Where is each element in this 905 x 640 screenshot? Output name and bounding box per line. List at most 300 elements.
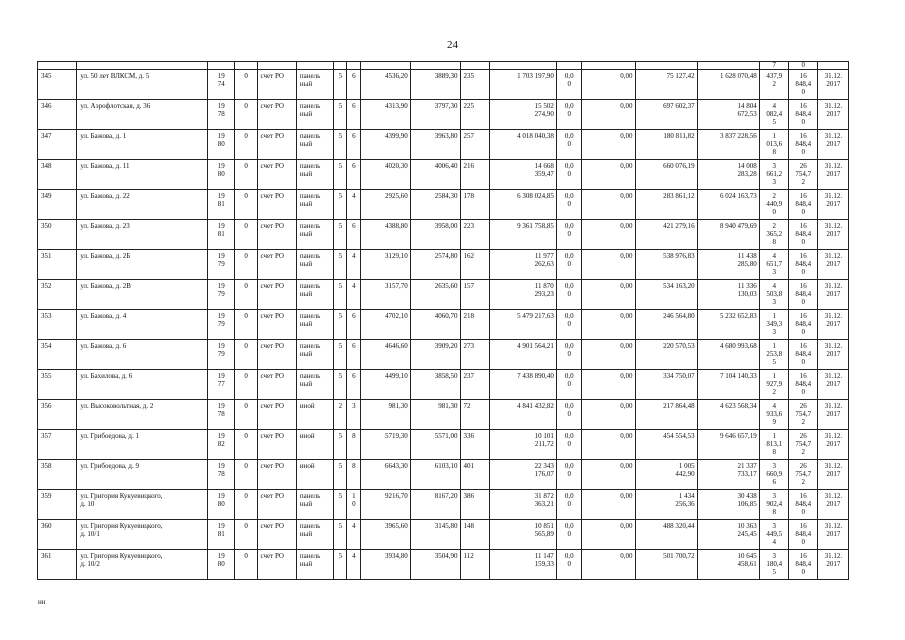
cell-col-15: 11 336 130,03 — [697, 280, 759, 310]
cell-total-cost: 7 438 890,40 — [489, 370, 556, 400]
cell-total-cost: 22 343 176,07 — [489, 460, 556, 490]
cell-entrances: 6 — [346, 160, 361, 190]
cell-address: ул. Бажова, д. 1 — [77, 130, 208, 160]
cell-col-17: 16 848,4 0 — [788, 490, 817, 520]
cell-entrances: 1 0 — [346, 490, 361, 520]
cell-col-14: 75 127,42 — [635, 70, 697, 100]
cell-col-14: 217 864,48 — [635, 400, 697, 430]
cell-build-year: 19 80 — [207, 130, 234, 160]
cell-floors: 5 — [334, 460, 346, 490]
cell-address: ул. Бажова, д. 6 — [77, 340, 208, 370]
cell-col-16: 2 440,9 0 — [759, 190, 788, 220]
cell-col-16: 7 — [759, 62, 788, 70]
cell-col-12: 0,0 0 — [556, 280, 581, 310]
table-row-continued — [38, 62, 849, 70]
cell-col-13: 0,00 — [581, 370, 635, 400]
cell-row-number: 345 — [38, 70, 77, 100]
cell-col-16: 3 449,5 4 — [759, 520, 788, 550]
cell-col-14 — [635, 62, 697, 70]
cell-residents: 162 — [460, 250, 489, 280]
cell-floors: 5 — [334, 280, 346, 310]
cell-row-number: 353 — [38, 310, 77, 340]
cell-entrances: 4 — [346, 550, 361, 580]
cell-col-17: 16 848,4 0 — [788, 280, 817, 310]
cell-col-17: 16 848,4 0 — [788, 310, 817, 340]
cell-account-type: счет РО — [257, 490, 296, 520]
cell-col-12: 0,0 0 — [556, 70, 581, 100]
cell-col-13: 0,00 — [581, 550, 635, 580]
cell-col-16: 1 349,3 3 — [759, 310, 788, 340]
table-row — [38, 490, 849, 520]
cell-col-12: 0,0 0 — [556, 550, 581, 580]
cell-living-area — [410, 62, 460, 70]
cell-col-17: 16 848,4 0 — [788, 340, 817, 370]
cell-entrances: 8 — [346, 460, 361, 490]
cell-floors: 5 — [334, 220, 346, 250]
cell-total-cost: 1 703 197,90 — [489, 70, 556, 100]
cell-build-year: 19 80 — [207, 490, 234, 520]
cell-entrances — [346, 62, 361, 70]
cell-entrances: 4 — [346, 520, 361, 550]
cell-address: ул. Григория Кукуевицкого, д. 10 — [77, 490, 208, 520]
cell-col-17: 16 848,4 0 — [788, 550, 817, 580]
cell-completion-date: 31.12. 2017 — [817, 130, 848, 160]
cell-col-14: 538 976,83 — [635, 250, 697, 280]
table-row — [38, 130, 849, 160]
cell-total-area: 3129,10 — [361, 250, 411, 280]
cell-living-area: 3504,90 — [410, 550, 460, 580]
cell-wall-material: панель ный — [296, 160, 333, 190]
cell-address: ул. Бажова, д. 11 — [77, 160, 208, 190]
cell-col-15: 1 628 070,48 — [697, 70, 759, 100]
cell-residents — [460, 62, 489, 70]
cell-floors: 2 — [334, 400, 346, 430]
cell-build-year — [207, 62, 234, 70]
cell-floors: 5 — [334, 430, 346, 460]
cell-account-type: счет РО — [257, 70, 296, 100]
cell-col-14: 534 163,20 — [635, 280, 697, 310]
cell-living-area: 3145,80 — [410, 520, 460, 550]
table-row — [38, 400, 849, 430]
cell-col-17: 16 848,4 0 — [788, 190, 817, 220]
cell-completion-date: 31.12. 2017 — [817, 430, 848, 460]
cell-floors: 5 — [334, 520, 346, 550]
cell-account-type — [257, 62, 296, 70]
cell-entrances: 4 — [346, 280, 361, 310]
cell-col-13: 0,00 — [581, 70, 635, 100]
cell-residents: 178 — [460, 190, 489, 220]
cell-total-area: 6643,30 — [361, 460, 411, 490]
cell-completion-date: 31.12. 2017 — [817, 490, 848, 520]
cell-completion-date: 31.12. 2017 — [817, 70, 848, 100]
cell-completion-date: 31.12. 2017 — [817, 160, 848, 190]
cell-address: ул. Бажова, д. 4 — [77, 310, 208, 340]
cell-address: ул. Грибоедова, д. 9 — [77, 460, 208, 490]
cell-total-area: 4020,30 — [361, 160, 411, 190]
cell-entrances: 6 — [346, 70, 361, 100]
cell-living-area: 8167,20 — [410, 490, 460, 520]
cell-completion-date — [817, 62, 848, 70]
cell-col-17: 26 754,7 2 — [788, 460, 817, 490]
cell-residents: 148 — [460, 520, 489, 550]
cell-living-area: 2635,60 — [410, 280, 460, 310]
cell-col-12: 0,0 0 — [556, 400, 581, 430]
cell-entrances: 4 — [346, 190, 361, 220]
cell-floors: 5 — [334, 370, 346, 400]
cell-total-area: 4388,80 — [361, 220, 411, 250]
cell-build-year: 19 79 — [207, 340, 234, 370]
cell-col-3: 0 — [234, 190, 257, 220]
cell-residents: 112 — [460, 550, 489, 580]
cell-row-number: 352 — [38, 280, 77, 310]
cell-total-area: 3157,70 — [361, 280, 411, 310]
cell-col-15: 7 104 140,33 — [697, 370, 759, 400]
footer-note: нн — [38, 598, 46, 606]
cell-build-year: 19 79 — [207, 280, 234, 310]
cell-col-16: 3 180,4 5 — [759, 550, 788, 580]
cell-col-15: 14 008 283,28 — [697, 160, 759, 190]
cell-address: ул. Бажова, д. 22 — [77, 190, 208, 220]
cell-floors: 5 — [334, 490, 346, 520]
cell-col-3: 0 — [234, 490, 257, 520]
cell-residents: 225 — [460, 100, 489, 130]
cell-col-15: 5 232 652,83 — [697, 310, 759, 340]
cell-col-17: 16 848,4 0 — [788, 70, 817, 100]
cell-col-17: 16 848,4 0 — [788, 220, 817, 250]
cell-residents: 157 — [460, 280, 489, 310]
cell-col-3: 0 — [234, 310, 257, 340]
cell-wall-material: иной — [296, 430, 333, 460]
cell-col-12: 0,0 0 — [556, 490, 581, 520]
cell-wall-material: иной — [296, 460, 333, 490]
cell-col-3: 0 — [234, 460, 257, 490]
cell-account-type: счет РО — [257, 310, 296, 340]
cell-col-13: 0,00 — [581, 340, 635, 370]
cell-col-12: 0,0 0 — [556, 130, 581, 160]
cell-total-area: 5719,30 — [361, 430, 411, 460]
cell-residents: 216 — [460, 160, 489, 190]
cell-total-cost: 4 901 564,21 — [489, 340, 556, 370]
table-row — [38, 460, 849, 490]
cell-build-year: 19 79 — [207, 250, 234, 280]
cell-account-type: счет РО — [257, 400, 296, 430]
cell-residents: 223 — [460, 220, 489, 250]
cell-col-13: 0,00 — [581, 310, 635, 340]
cell-completion-date: 31.12. 2017 — [817, 310, 848, 340]
cell-col-13: 0,00 — [581, 400, 635, 430]
cell-address — [77, 62, 208, 70]
table-row — [38, 220, 849, 250]
cell-col-3: 0 — [234, 250, 257, 280]
table-row — [38, 280, 849, 310]
cell-col-3: 0 — [234, 430, 257, 460]
cell-entrances: 3 — [346, 400, 361, 430]
cell-row-number: 350 — [38, 220, 77, 250]
cell-col-17: 26 754,7 2 — [788, 430, 817, 460]
cell-total-cost: 11 977 262,63 — [489, 250, 556, 280]
cell-build-year: 19 81 — [207, 520, 234, 550]
cell-total-cost: 11 870 293,23 — [489, 280, 556, 310]
cell-wall-material: панель ный — [296, 490, 333, 520]
cell-row-number: 355 — [38, 370, 77, 400]
cell-total-area: 981,30 — [361, 400, 411, 430]
cell-col-15: 9 646 657,19 — [697, 430, 759, 460]
cell-address: ул. Грибоедова, д. 1 — [77, 430, 208, 460]
cell-completion-date: 31.12. 2017 — [817, 220, 848, 250]
cell-col-16: 4 503,8 3 — [759, 280, 788, 310]
cell-col-16: 3 661,2 3 — [759, 160, 788, 190]
cell-address: ул. Григория Кукуевицкого, д. 10/1 — [77, 520, 208, 550]
cell-wall-material: иной — [296, 400, 333, 430]
cell-living-area: 6103,10 — [410, 460, 460, 490]
cell-total-cost: 14 668 359,47 — [489, 160, 556, 190]
cell-col-17: 16 848,4 0 — [788, 100, 817, 130]
cell-col-17: 16 848,4 0 — [788, 520, 817, 550]
cell-col-12: 0,0 0 — [556, 160, 581, 190]
cell-col-13: 0,00 — [581, 430, 635, 460]
cell-account-type: счет РО — [257, 340, 296, 370]
cell-completion-date: 31.12. 2017 — [817, 280, 848, 310]
cell-account-type: счет РО — [257, 430, 296, 460]
cell-col-12: 0,0 0 — [556, 220, 581, 250]
cell-residents: 336 — [460, 430, 489, 460]
cell-row-number: 348 — [38, 160, 77, 190]
cell-wall-material: панель ный — [296, 520, 333, 550]
housing-registry-table — [37, 61, 849, 580]
cell-residents: 72 — [460, 400, 489, 430]
cell-address: ул. Бажова, д. 23 — [77, 220, 208, 250]
cell-col-3: 0 — [234, 100, 257, 130]
table-row — [38, 340, 849, 370]
cell-residents: 257 — [460, 130, 489, 160]
cell-col-3: 0 — [234, 400, 257, 430]
cell-wall-material: панель ный — [296, 340, 333, 370]
cell-completion-date: 31.12. 2017 — [817, 250, 848, 280]
cell-floors: 5 — [334, 250, 346, 280]
cell-row-number: 360 — [38, 520, 77, 550]
cell-row-number: 346 — [38, 100, 77, 130]
cell-entrances: 6 — [346, 100, 361, 130]
cell-col-17: 26 754,7 2 — [788, 160, 817, 190]
cell-col-14: 180 811,82 — [635, 130, 697, 160]
cell-col-14: 283 861,12 — [635, 190, 697, 220]
cell-build-year: 19 80 — [207, 160, 234, 190]
cell-build-year: 19 78 — [207, 400, 234, 430]
cell-row-number: 347 — [38, 130, 77, 160]
cell-total-area: 4499,10 — [361, 370, 411, 400]
cell-floors: 5 — [334, 310, 346, 340]
cell-living-area: 2574,80 — [410, 250, 460, 280]
cell-col-16: 3 902,4 8 — [759, 490, 788, 520]
cell-col-15: 14 804 672,53 — [697, 100, 759, 130]
cell-col-13: 0,00 — [581, 160, 635, 190]
cell-build-year: 19 81 — [207, 190, 234, 220]
table-row — [38, 520, 849, 550]
cell-total-area: 9216,70 — [361, 490, 411, 520]
cell-wall-material: панель ный — [296, 250, 333, 280]
cell-col-15: 6 024 163,73 — [697, 190, 759, 220]
table-row — [38, 190, 849, 220]
cell-wall-material: панель ный — [296, 310, 333, 340]
cell-total-cost — [489, 62, 556, 70]
cell-col-13: 0,00 — [581, 220, 635, 250]
cell-col-12: 0,0 0 — [556, 340, 581, 370]
cell-wall-material: панель ный — [296, 550, 333, 580]
cell-col-16: 437,9 2 — [759, 70, 788, 100]
cell-col-13: 0,00 — [581, 490, 635, 520]
cell-col-3: 0 — [234, 520, 257, 550]
cell-living-area: 3797,30 — [410, 100, 460, 130]
cell-address: ул. Бажова, д. 2Б — [77, 250, 208, 280]
cell-col-15: 3 837 228,56 — [697, 130, 759, 160]
cell-residents: 218 — [460, 310, 489, 340]
cell-wall-material: панель ный — [296, 190, 333, 220]
cell-living-area: 2584,30 — [410, 190, 460, 220]
cell-floors: 5 — [334, 70, 346, 100]
cell-build-year: 19 74 — [207, 70, 234, 100]
cell-address: ул. Аэрофлотская, д. 36 — [77, 100, 208, 130]
cell-completion-date: 31.12. 2017 — [817, 400, 848, 430]
cell-floors: 5 — [334, 190, 346, 220]
cell-wall-material: панель ный — [296, 130, 333, 160]
cell-col-17: 16 848,4 0 — [788, 250, 817, 280]
cell-col-16: 1 813,1 8 — [759, 430, 788, 460]
cell-col-15: 10 645 458,61 — [697, 550, 759, 580]
table-row — [38, 430, 849, 460]
cell-account-type: счет РО — [257, 250, 296, 280]
cell-residents: 386 — [460, 490, 489, 520]
cell-col-17: 16 848,4 0 — [788, 370, 817, 400]
cell-address: ул. Высоковольтная, д. 2 — [77, 400, 208, 430]
cell-build-year: 19 80 — [207, 550, 234, 580]
cell-build-year: 19 81 — [207, 220, 234, 250]
cell-entrances: 4 — [346, 250, 361, 280]
cell-total-cost: 31 872 363,21 — [489, 490, 556, 520]
cell-col-13 — [581, 62, 635, 70]
cell-account-type: счет РО — [257, 370, 296, 400]
cell-col-14: 660 076,19 — [635, 160, 697, 190]
cell-total-cost: 4 018 040,38 — [489, 130, 556, 160]
cell-row-number: 358 — [38, 460, 77, 490]
cell-total-cost: 15 502 274,90 — [489, 100, 556, 130]
cell-total-cost: 10 851 565,89 — [489, 520, 556, 550]
table-row — [38, 250, 849, 280]
cell-col-14: 220 570,53 — [635, 340, 697, 370]
cell-build-year: 19 77 — [207, 370, 234, 400]
cell-col-17: 0 — [788, 62, 817, 70]
table-row — [38, 370, 849, 400]
cell-col-13: 0,00 — [581, 520, 635, 550]
cell-residents: 235 — [460, 70, 489, 100]
cell-col-12: 0,0 0 — [556, 430, 581, 460]
cell-row-number: 356 — [38, 400, 77, 430]
cell-living-area: 4006,40 — [410, 160, 460, 190]
cell-row-number: 354 — [38, 340, 77, 370]
table-row — [38, 100, 849, 130]
cell-entrances: 8 — [346, 430, 361, 460]
cell-account-type: счет РО — [257, 460, 296, 490]
cell-col-12: 0,0 0 — [556, 310, 581, 340]
cell-col-12: 0,0 0 — [556, 190, 581, 220]
cell-col-14: 1 434 256,36 — [635, 490, 697, 520]
cell-col-17: 26 754,7 2 — [788, 400, 817, 430]
cell-living-area: 3889,30 — [410, 70, 460, 100]
cell-col-3: 0 — [234, 370, 257, 400]
cell-col-12: 0,0 0 — [556, 370, 581, 400]
cell-build-year: 19 79 — [207, 310, 234, 340]
cell-total-cost: 5 479 217,63 — [489, 310, 556, 340]
cell-col-13: 0,00 — [581, 190, 635, 220]
cell-col-16: 1 253,8 5 — [759, 340, 788, 370]
cell-col-13: 0,00 — [581, 460, 635, 490]
cell-col-14: 1 005 442,90 — [635, 460, 697, 490]
cell-account-type: счет РО — [257, 160, 296, 190]
cell-row-number: 349 — [38, 190, 77, 220]
cell-living-area: 981,30 — [410, 400, 460, 430]
cell-col-14: 488 320,44 — [635, 520, 697, 550]
cell-col-16: 4 933,6 9 — [759, 400, 788, 430]
cell-wall-material: панель ный — [296, 70, 333, 100]
table-row — [38, 160, 849, 190]
cell-col-14: 697 602,37 — [635, 100, 697, 130]
cell-account-type: счет РО — [257, 190, 296, 220]
cell-col-15: 21 337 733,17 — [697, 460, 759, 490]
cell-col-14: 454 554,53 — [635, 430, 697, 460]
cell-wall-material — [296, 62, 333, 70]
cell-row-number: 351 — [38, 250, 77, 280]
table-row — [38, 550, 849, 580]
cell-col-15: 10 363 245,45 — [697, 520, 759, 550]
cell-build-year: 19 78 — [207, 100, 234, 130]
cell-row-number: 361 — [38, 550, 77, 580]
cell-floors: 5 — [334, 100, 346, 130]
cell-col-15: 8 940 479,69 — [697, 220, 759, 250]
cell-total-area: 4536,20 — [361, 70, 411, 100]
cell-address: ул. Бажова, д. 2В — [77, 280, 208, 310]
cell-row-number: 357 — [38, 430, 77, 460]
cell-col-14: 334 750,07 — [635, 370, 697, 400]
cell-col-13: 0,00 — [581, 100, 635, 130]
cell-floors: 5 — [334, 130, 346, 160]
cell-total-cost: 9 361 758,85 — [489, 220, 556, 250]
cell-col-16: 3 660,9 6 — [759, 460, 788, 490]
cell-floors: 5 — [334, 340, 346, 370]
cell-col-3: 0 — [234, 160, 257, 190]
cell-col-15: 30 438 106,85 — [697, 490, 759, 520]
cell-account-type: счет РО — [257, 520, 296, 550]
cell-living-area: 5571,00 — [410, 430, 460, 460]
cell-col-3: 0 — [234, 130, 257, 160]
cell-col-16: 2 365,2 8 — [759, 220, 788, 250]
cell-col-15: 4 680 993,68 — [697, 340, 759, 370]
cell-living-area: 3858,50 — [410, 370, 460, 400]
cell-address: ул. Бахилова, д. 6 — [77, 370, 208, 400]
cell-col-17: 16 848,4 0 — [788, 130, 817, 160]
cell-residents: 237 — [460, 370, 489, 400]
cell-total-cost: 4 841 432,82 — [489, 400, 556, 430]
cell-account-type: счет РО — [257, 220, 296, 250]
cell-col-13: 0,00 — [581, 280, 635, 310]
cell-col-15 — [697, 62, 759, 70]
cell-floors: 5 — [334, 160, 346, 190]
cell-completion-date: 31.12. 2017 — [817, 370, 848, 400]
cell-entrances: 6 — [346, 220, 361, 250]
cell-completion-date: 31.12. 2017 — [817, 460, 848, 490]
cell-total-area: 4702,10 — [361, 310, 411, 340]
cell-wall-material: панель ный — [296, 280, 333, 310]
cell-total-area: 3934,80 — [361, 550, 411, 580]
cell-entrances: 6 — [346, 130, 361, 160]
